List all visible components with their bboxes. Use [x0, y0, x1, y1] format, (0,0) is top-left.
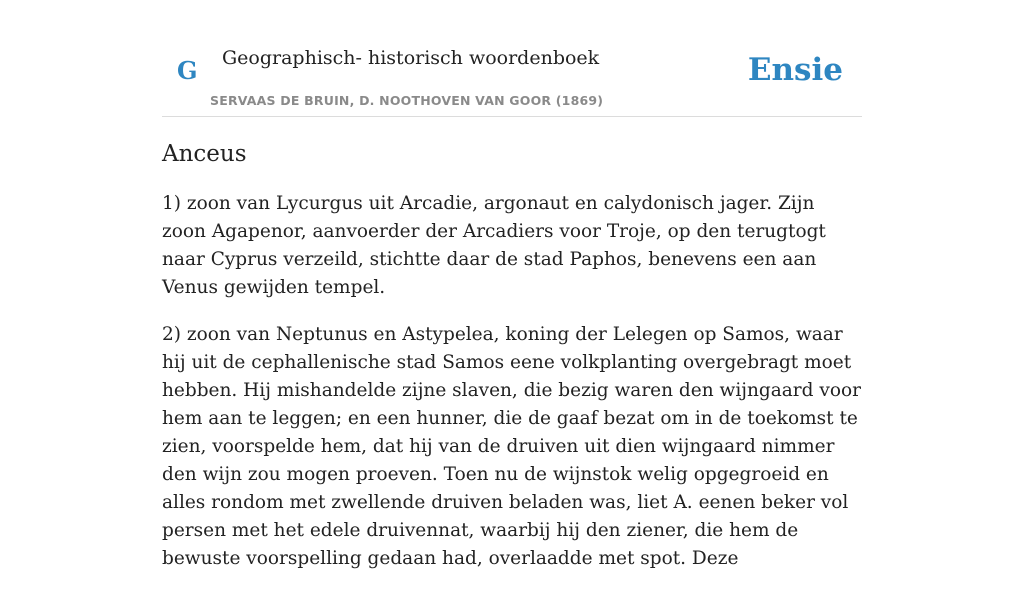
book-author: SERVAAS DE BRUIN, D. NOOTHOVEN VAN GOOR (1869) — [210, 93, 604, 108]
entry-paragraph-1: 1) zoon van Lycurgus uit Arcadie, argonaut en calydonisch jager. Zijn zoon Agapenor, aanvoerder der Arcadiers voor Troje, op den terugtogt naar Cyprus verzeild, stichtte daar de stad Paphos, benevens een aan Venus gewijden tempel. — [162, 193, 826, 298]
book-header — [162, 0, 862, 117]
book-letter-icon: G — [177, 56, 198, 85]
brand-logo-link[interactable]: Ensie — [747, 52, 843, 88]
entry-paragraph-2: 2) zoon van Neptunus en Astypelea, koning der Lelegen op Samos, waar hij uit de cephallenische stad Samos eene volkplanting overgebragt moet hebben. Hij mishandelde zijne slaven, die bezig waren den wijngaard voor hem aan te leggen; en een hunner, die de gaaf bezat om in de toekomst te zien, voorspelde hem, dat hij van de druiven uit dien wijngaard nimmer den wijn zou mogen proeven. Toen nu de wijnstok welig opgegroeid en alles rondom met zwellende druiven beladen was, liet A. eenen beker vol persen met het edele druivennat, waarbij hij den ziener, die hem de bewuste voorspelling gedaan had, overlaadde met spot. Deze — [162, 324, 861, 569]
entry-content — [162, 138, 862, 592]
book-title[interactable]: Geographisch- historisch woordenboek — [222, 47, 600, 69]
entry-title: Anceus — [162, 141, 247, 167]
